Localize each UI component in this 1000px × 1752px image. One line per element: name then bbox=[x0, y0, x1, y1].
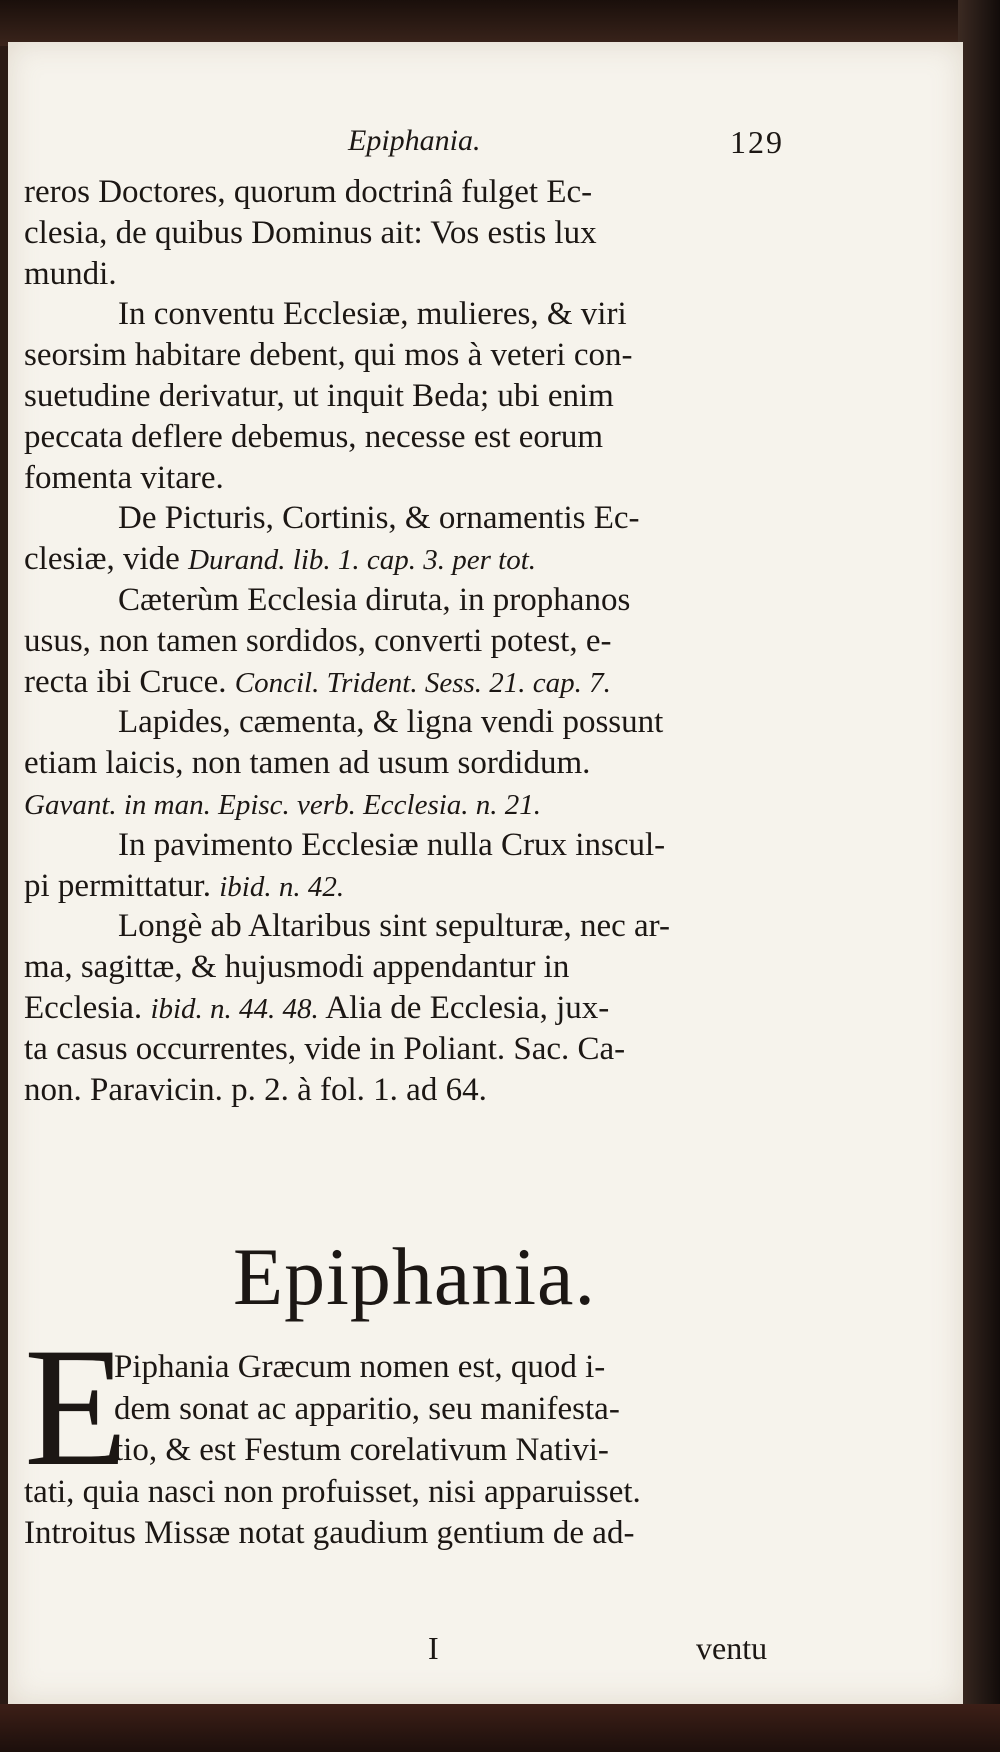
line-text: Ecclesia. bbox=[24, 989, 151, 1026]
drop-cap: E bbox=[24, 1313, 128, 1501]
line-text: seorsim habitare debent, qui mos à veteri con- bbox=[24, 337, 633, 374]
line-text: Lapides, cæmenta, & ligna vendi possunt bbox=[118, 704, 664, 741]
line-text: fomenta vitare. bbox=[24, 459, 224, 496]
binding-bottom bbox=[0, 1704, 1000, 1752]
line-text: Longè ab Altaribus sint sepulturæ, nec ar- bbox=[118, 908, 670, 945]
text-line bbox=[24, 1070, 824, 1111]
text-line bbox=[24, 702, 824, 743]
line-text-continued: Alia de Ecclesia, jux- bbox=[318, 989, 610, 1026]
line-text: De Picturis, Cortinis, & ornamentis Ec- bbox=[118, 500, 640, 537]
binding-top bbox=[0, 0, 1000, 46]
text-line bbox=[24, 947, 824, 988]
page-header bbox=[8, 124, 963, 174]
text-line bbox=[24, 498, 824, 539]
line-text: recta ibi Cruce. bbox=[24, 663, 235, 700]
line-text: pi permittatur. bbox=[24, 867, 220, 904]
running-title: Epiphania. bbox=[348, 124, 481, 157]
text-line bbox=[24, 294, 824, 335]
section-line: Piphania Græcum nomen est, quod i- bbox=[114, 1349, 606, 1385]
signature-mark: I bbox=[428, 1630, 439, 1666]
binding-right bbox=[958, 0, 1000, 1752]
line-text: etiam laicis, non tamen ad usum sordidum. bbox=[24, 745, 591, 782]
text-line bbox=[24, 376, 824, 417]
citation: Durand. lib. 1. cap. 3. per tot. bbox=[188, 544, 537, 577]
catchword: ventu bbox=[696, 1630, 768, 1666]
line-text: reros Doctores, quorum doctrinâ fulget Ec- bbox=[24, 174, 593, 210]
text-line bbox=[24, 1029, 824, 1070]
text-line bbox=[24, 784, 824, 825]
section-line: dem sonat ac apparitio, seu manifesta- bbox=[114, 1390, 620, 1427]
text-line bbox=[24, 743, 824, 784]
section-text bbox=[24, 1347, 824, 1555]
text-line bbox=[24, 458, 824, 499]
page-number: 129 bbox=[730, 124, 784, 160]
section-line: tati, quia nasci non profuisset, nisi apparuisset. bbox=[24, 1473, 641, 1510]
line-text: clesia, de quibus Dominus ait: Vos estis lux bbox=[24, 214, 597, 251]
text-line bbox=[24, 417, 824, 458]
section-line: tio, & est Festum corelativum Nativi- bbox=[114, 1432, 609, 1468]
text-line bbox=[24, 662, 824, 703]
text-line bbox=[24, 866, 824, 907]
line-text: ta casus occurrentes, vide in Poliant. Sac. Ca- bbox=[24, 1030, 626, 1067]
text-line bbox=[24, 906, 824, 947]
text-line bbox=[24, 172, 824, 213]
citation: ibid. n. 42. bbox=[219, 870, 345, 903]
citation: Concil. Trident. Sess. 21. cap. 7. bbox=[234, 666, 611, 699]
line-text: clesiæ, vide bbox=[24, 541, 189, 578]
citation: Gavant. in man. Episc. verb. Ecclesia. n. 21. bbox=[24, 788, 542, 821]
line-text: non. Paravicin. p. 2. à fol. 1. ad 64. bbox=[24, 1071, 487, 1108]
text-line bbox=[24, 825, 824, 866]
text-line bbox=[24, 621, 824, 662]
text-line bbox=[24, 988, 824, 1029]
text-line bbox=[24, 539, 824, 580]
line-text: ma, sagittæ, & hujusmodi appendantur in bbox=[24, 949, 570, 986]
text-line bbox=[24, 335, 824, 376]
line-text: suetudine derivatur, ut inquit Beda; ubi enim bbox=[24, 377, 614, 414]
text-line bbox=[24, 213, 824, 254]
text-line bbox=[24, 254, 824, 295]
line-text: mundi. bbox=[24, 255, 117, 292]
section-heading: Epiphania. bbox=[233, 1231, 596, 1322]
line-text: In pavimento Ecclesiæ nulla Crux inscul- bbox=[118, 826, 666, 863]
line-text: Cæterùm Ecclesia diruta, in prophanos bbox=[118, 581, 631, 618]
line-text: In conventu Ecclesiæ, mulieres, & viri bbox=[118, 296, 627, 333]
line-text: peccata deflere debemus, necesse est eorum bbox=[24, 418, 604, 455]
section-line: Introitus Missæ notat gaudium gentium de ad- bbox=[24, 1515, 635, 1551]
body-text bbox=[24, 172, 824, 1110]
text-line bbox=[24, 580, 824, 621]
book-page bbox=[8, 42, 963, 1704]
line-text: usus, non tamen sordidos, converti potest, e- bbox=[24, 622, 612, 659]
citation: ibid. n. 44. 48. bbox=[150, 992, 319, 1025]
